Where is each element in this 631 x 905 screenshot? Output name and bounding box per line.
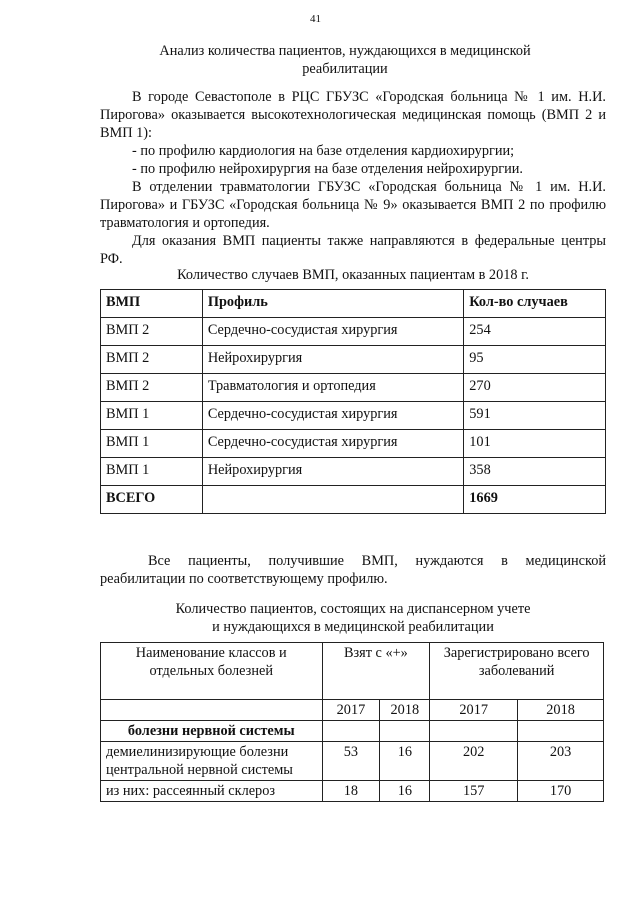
table-cell: Нейрохирургия <box>202 346 463 374</box>
table-header-row <box>101 290 606 318</box>
after-table-text <box>100 552 606 588</box>
table-cell: ВМП 2 <box>101 346 203 374</box>
header-cell: ВМП <box>101 290 203 318</box>
table-cell <box>430 721 518 742</box>
table-total-row <box>101 486 606 514</box>
dispensary-table <box>100 642 604 802</box>
table-cell: ВМП 1 <box>101 430 203 458</box>
intro-list-item-1: - по профилю кардиология на базе отделения кардиохирургии; <box>132 143 515 159</box>
table-cell: ВМП 1 <box>101 458 203 486</box>
intro-paragraph-3: Для оказания ВМП пациенты также направляются в федеральные центры РФ. <box>100 233 606 267</box>
year-cell: 2018 <box>518 700 604 721</box>
table-cell: ВМП 2 <box>101 374 203 402</box>
after-table-paragraph: Все пациенты, получившие ВМП, нуждаются в медицинской реабилитации по соответствующему профилю. <box>100 553 606 587</box>
table-cell: 16 <box>380 781 430 802</box>
total-label: ВСЕГО <box>101 486 203 514</box>
table-cell <box>101 700 323 721</box>
table-cell: Сердечно-сосудистая хирургия <box>202 430 463 458</box>
table-row <box>101 781 604 802</box>
header-taken-cell: Взят с «+» <box>322 643 430 700</box>
disease-name: из них: рассеянный склероз <box>101 781 323 802</box>
page-number: 41 <box>310 13 321 25</box>
section-heading: Анализ количества пациентов, нуждающихся в медицинской реабилитации <box>159 43 531 77</box>
table2-caption-line-1: Количество пациентов, состоящих на диспансерном учете <box>175 601 531 617</box>
table-row <box>101 458 606 486</box>
table-cell <box>380 721 430 742</box>
vmp-cases-table <box>100 289 606 514</box>
table-cell: 270 <box>464 374 606 402</box>
table-cell: 16 <box>380 742 430 781</box>
table-cell: Травматология и ортопедия <box>202 374 463 402</box>
table-cell: 591 <box>464 402 606 430</box>
table-cell: 170 <box>518 781 604 802</box>
table1-caption: Количество случаев ВМП, оказанных пациентам в 2018 г. <box>177 267 529 283</box>
year-cell: 2017 <box>322 700 380 721</box>
header-registered-cell: Зарегистрировано всего заболеваний <box>430 643 604 700</box>
table-cell <box>202 486 463 514</box>
table-cell: 358 <box>464 458 606 486</box>
table-cell: 202 <box>430 742 518 781</box>
disease-name: демиелинизирующие болезни центральной нервной системы <box>101 742 323 781</box>
table-cell: 254 <box>464 318 606 346</box>
intro-text <box>100 88 606 268</box>
table-cell <box>322 721 380 742</box>
table-section-row <box>101 721 604 742</box>
table-row <box>101 318 606 346</box>
table-cell: 95 <box>464 346 606 374</box>
table-years-row <box>101 700 604 721</box>
table-cell: ВМП 2 <box>101 318 203 346</box>
section-label: болезни нервной системы <box>101 721 323 742</box>
header-name-cell: Наименование классов и отдельных болезней <box>101 643 323 700</box>
table2-caption-line-2: и нуждающихся в медицинской реабилитации <box>212 619 494 635</box>
intro-list-item-2: - по профилю нейрохирургия на базе отделения нейрохирургии. <box>132 161 523 177</box>
header-cell: Кол-во случаев <box>464 290 606 318</box>
total-value: 1669 <box>464 486 606 514</box>
year-cell: 2018 <box>380 700 430 721</box>
table-cell: Сердечно-сосудистая хирургия <box>202 402 463 430</box>
table-cell <box>518 721 604 742</box>
year-cell: 2017 <box>430 700 518 721</box>
table-cell: 203 <box>518 742 604 781</box>
table-cell: Нейрохирургия <box>202 458 463 486</box>
table-row <box>101 346 606 374</box>
table-cell: 101 <box>464 430 606 458</box>
table-cell: Сердечно-сосудистая хирургия <box>202 318 463 346</box>
table-row <box>101 430 606 458</box>
table-header-row <box>101 643 604 700</box>
table-cell: 53 <box>322 742 380 781</box>
table-row <box>101 374 606 402</box>
header-cell: Профиль <box>202 290 463 318</box>
table2-caption <box>100 600 606 636</box>
table-cell: ВМП 1 <box>101 402 203 430</box>
table-row <box>101 742 604 781</box>
table-cell: 157 <box>430 781 518 802</box>
table-cell: 18 <box>322 781 380 802</box>
intro-paragraph-1: В городе Севастополе в РЦС ГБУЗС «Городская больница № 1 им. Н.И. Пирогова» оказывается высокотехнологическая медицинская помощь (ВМП 2 и ВМП 1): <box>100 89 606 141</box>
table-row <box>101 402 606 430</box>
intro-paragraph-2: В отделении травматологии ГБУЗС «Городская больница № 1 им. Н.И. Пирогова» и ГБУЗС «Городская больница № 9» оказывается ВМП 2 по профилю травматология и ортопедия. <box>100 179 606 231</box>
